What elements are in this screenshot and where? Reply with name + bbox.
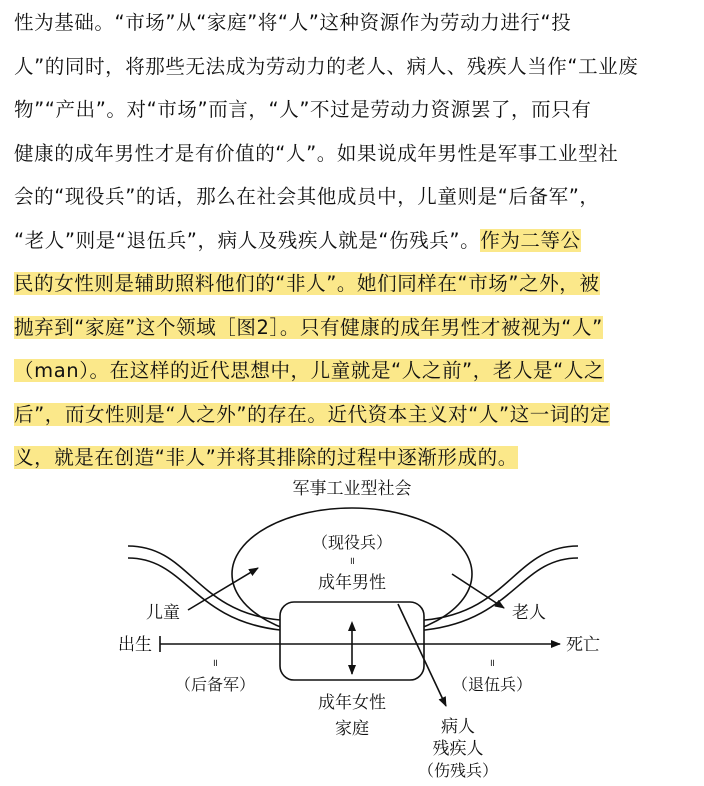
text-segment: 人”的同时，将那些无法成为劳动力的老人、病人、残疾人当作“工业废 <box>14 54 639 78</box>
adult-male-label: 成年男性 <box>318 573 386 593</box>
text-line <box>14 137 696 171</box>
wounded-label: （伤残兵） <box>417 761 499 780</box>
figure-2-diagram <box>0 470 704 786</box>
disabled-label: 残疾人 <box>432 739 484 759</box>
text-line <box>14 224 696 258</box>
text-segment: “老人”则是“退伍兵”，病人及残疾人就是“伤残兵”。 <box>14 228 481 252</box>
veteran-equals-mark: ॥ <box>489 658 495 669</box>
active-duty-label: （现役兵） <box>311 533 393 552</box>
reserve-equals-mark: ॥ <box>212 658 218 669</box>
birth-label: 出生 <box>118 635 152 655</box>
society-label: 军事工业型社会 <box>292 479 412 499</box>
text-line <box>14 93 696 127</box>
text-segment: 会的“现役兵”的话，那么在社会其他成员中，儿童则是“后备军”， <box>14 185 600 208</box>
text-line <box>14 50 696 84</box>
children-entry-arrow <box>188 568 258 610</box>
text-line <box>14 180 696 214</box>
children-label: 儿童 <box>146 603 180 623</box>
text-line <box>14 398 696 432</box>
adult-female-label: 成年女性 <box>318 693 386 713</box>
text-line <box>14 267 696 301</box>
text-line <box>14 311 696 345</box>
highlighted-text: 抛弃到“家庭”这个领域［图2］。只有健康的成年男性才被视为“人” <box>14 315 603 339</box>
highlighted-text: 作为二等公 <box>480 228 581 252</box>
highlighted-text: 后”，而女性则是“人之外”的存在。近代资本主义对“人”这一词的定 <box>14 402 611 426</box>
highlighted-text: 民的女性则是辅助照料他们的“非人”。她们同样在“市场”之外，被 <box>14 272 600 295</box>
death-label: 死亡 <box>566 635 600 655</box>
equals-mark: ॥ <box>349 556 355 567</box>
family-label: 家庭 <box>335 719 369 739</box>
text-segment: 物”“产出”。对“市场”而言，“人”不过是劳动力资源罢了，而只有 <box>14 98 592 121</box>
text-segment: 健康的成年男性才是有价值的“人”。如果说成年男性是军事工业型社 <box>14 141 619 165</box>
veteran-label: （退伍兵） <box>451 675 533 694</box>
text-segment: 性为基础。“市场”从“家庭”将“人”这种资源作为劳动力进行“投 <box>14 11 572 34</box>
reserve-label: （后备军） <box>174 675 256 694</box>
sick-label: 病人 <box>441 717 475 737</box>
elderly-label: 老人 <box>512 603 546 623</box>
highlighted-text: （man）。在这样的近代思想中，儿童就是“人之前”，老人是“人之 <box>14 359 605 382</box>
text-line <box>14 6 696 40</box>
highlighted-text: 义，就是在创造“非人”并将其排除的过程中逐渐形成的。 <box>14 446 518 469</box>
text-line <box>14 354 696 388</box>
